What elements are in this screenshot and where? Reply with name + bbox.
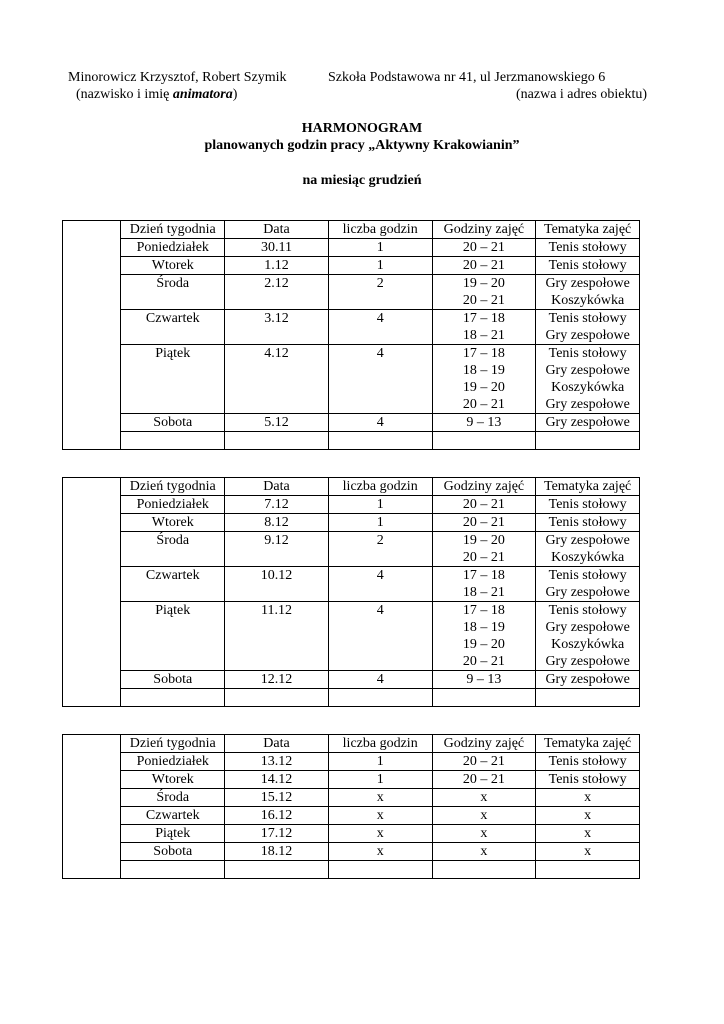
- table-row: [63, 789, 640, 807]
- time-range: 17 – 18: [462, 568, 505, 583]
- times-cell: [432, 414, 536, 432]
- column-header: Godziny zajęć: [432, 735, 536, 753]
- date-cell: 16.12: [225, 807, 329, 825]
- date-cell: 11.12: [225, 602, 329, 671]
- day-cell: Środa: [121, 789, 225, 807]
- topic: Gry zespołowe: [545, 672, 630, 687]
- animator-caption-post: ): [232, 87, 238, 102]
- column-header: Dzień tygodnia: [121, 478, 225, 496]
- empty-cell: [328, 861, 432, 879]
- table-row: [63, 771, 640, 789]
- day-cell: Czwartek: [121, 567, 225, 602]
- day-cell: Czwartek: [121, 310, 225, 345]
- topic: Tenis stołowy: [548, 240, 627, 255]
- topics-cell: [536, 532, 640, 567]
- topic: Gry zespołowe: [545, 585, 630, 600]
- empty-cell: [121, 861, 225, 879]
- day-cell: Piątek: [121, 602, 225, 671]
- hours-cell: x: [328, 807, 432, 825]
- table-row: [63, 257, 640, 275]
- date-cell: 14.12: [225, 771, 329, 789]
- topics-cell: [536, 789, 640, 807]
- hours-cell: 1: [328, 257, 432, 275]
- table-row: [63, 843, 640, 861]
- topics-cell: [536, 753, 640, 771]
- object-caption: (nazwa i adres obiektu): [516, 87, 647, 102]
- column-header: Data: [225, 735, 329, 753]
- date-cell: 13.12: [225, 753, 329, 771]
- schedule-table: [62, 220, 640, 450]
- table-header-row: [63, 735, 640, 753]
- date-cell: 9.12: [225, 532, 329, 567]
- day-cell: Sobota: [121, 843, 225, 861]
- hours-cell: 4: [328, 345, 432, 414]
- day-cell: Wtorek: [121, 771, 225, 789]
- date-cell: 18.12: [225, 843, 329, 861]
- time-range: 18 – 19: [462, 620, 505, 635]
- time-range: 19 – 20: [462, 533, 505, 548]
- empty-cell: [121, 432, 225, 450]
- time-range: 20 – 21: [462, 754, 505, 769]
- column-header: Dzień tygodnia: [121, 221, 225, 239]
- empty-cell: [225, 861, 329, 879]
- times-cell: [432, 825, 536, 843]
- time-range: 18 – 19: [462, 363, 505, 378]
- time-range: 20 – 21: [462, 654, 505, 669]
- time-range: x: [480, 808, 488, 823]
- topics-cell: [536, 671, 640, 689]
- topic: x: [584, 826, 592, 841]
- empty-cell: [432, 689, 536, 707]
- schedule-table: [62, 734, 640, 879]
- topic: x: [584, 808, 592, 823]
- date-cell: 8.12: [225, 514, 329, 532]
- day-cell: Poniedziałek: [121, 496, 225, 514]
- table-row: [63, 532, 640, 567]
- topics-cell: [536, 239, 640, 257]
- day-cell: Sobota: [121, 414, 225, 432]
- empty-cell: [432, 432, 536, 450]
- day-cell: Poniedziałek: [121, 239, 225, 257]
- table-header-row: [63, 478, 640, 496]
- topic: Tenis stołowy: [548, 346, 627, 361]
- hours-cell: 4: [328, 567, 432, 602]
- times-cell: [432, 514, 536, 532]
- topics-cell: [536, 310, 640, 345]
- topic: Tenis stołowy: [548, 603, 627, 618]
- topic: Tenis stołowy: [548, 497, 627, 512]
- time-range: 19 – 20: [462, 637, 505, 652]
- empty-cell: [536, 432, 640, 450]
- topic: Gry zespołowe: [545, 415, 630, 430]
- topic: Koszykówka: [551, 380, 625, 395]
- times-cell: [432, 567, 536, 602]
- time-range: 19 – 20: [462, 276, 505, 291]
- topic: Gry zespołowe: [545, 654, 630, 669]
- date-cell: 15.12: [225, 789, 329, 807]
- table-row: [63, 496, 640, 514]
- column-header: Tematyka zajęć: [536, 735, 640, 753]
- day-cell: Środa: [121, 275, 225, 310]
- hours-cell: 1: [328, 239, 432, 257]
- time-range: x: [480, 790, 488, 805]
- day-cell: Poniedziałek: [121, 753, 225, 771]
- day-cell: Piątek: [121, 345, 225, 414]
- column-header: liczba godzin: [328, 478, 432, 496]
- topic: x: [584, 790, 592, 805]
- column-header: Godziny zajęć: [432, 478, 536, 496]
- hours-cell: 4: [328, 671, 432, 689]
- blank-column: [63, 221, 121, 450]
- topics-cell: [536, 496, 640, 514]
- table-row: [63, 671, 640, 689]
- day-cell: Piątek: [121, 825, 225, 843]
- table-row: [63, 310, 640, 345]
- times-cell: [432, 789, 536, 807]
- hours-cell: 4: [328, 414, 432, 432]
- date-cell: 1.12: [225, 257, 329, 275]
- empty-row: [63, 861, 640, 879]
- table-row: [63, 567, 640, 602]
- day-cell: Środa: [121, 532, 225, 567]
- day-cell: Wtorek: [121, 257, 225, 275]
- times-cell: [432, 239, 536, 257]
- animator-caption: [76, 87, 237, 103]
- column-header: Tematyka zajęć: [536, 221, 640, 239]
- table-row: [63, 753, 640, 771]
- empty-cell: [536, 689, 640, 707]
- table-header-row: [63, 221, 640, 239]
- time-range: 9 – 13: [466, 415, 502, 430]
- topic: Gry zespołowe: [545, 533, 630, 548]
- topic: Tenis stołowy: [548, 754, 627, 769]
- topic: Koszykówka: [551, 293, 625, 308]
- topic: Tenis stołowy: [548, 515, 627, 530]
- time-range: 20 – 21: [462, 515, 505, 530]
- topic: Tenis stołowy: [548, 311, 627, 326]
- hours-cell: x: [328, 843, 432, 861]
- times-cell: [432, 753, 536, 771]
- times-cell: [432, 496, 536, 514]
- empty-row: [63, 432, 640, 450]
- table-row: [63, 825, 640, 843]
- topic: Tenis stołowy: [548, 772, 627, 787]
- topic: x: [584, 844, 592, 859]
- time-range: 20 – 21: [462, 772, 505, 787]
- day-cell: Sobota: [121, 671, 225, 689]
- column-header: Tematyka zajęć: [536, 478, 640, 496]
- date-cell: 17.12: [225, 825, 329, 843]
- topic: Tenis stołowy: [548, 258, 627, 273]
- hours-cell: 4: [328, 602, 432, 671]
- times-cell: [432, 671, 536, 689]
- day-cell: Wtorek: [121, 514, 225, 532]
- time-range: x: [480, 844, 488, 859]
- time-range: 18 – 21: [462, 328, 505, 343]
- date-cell: 12.12: [225, 671, 329, 689]
- column-header: liczba godzin: [328, 221, 432, 239]
- topics-cell: [536, 825, 640, 843]
- times-cell: [432, 345, 536, 414]
- page-title: HARMONOGRAM: [301, 121, 423, 136]
- table-row: [63, 602, 640, 671]
- time-range: 20 – 21: [462, 258, 505, 273]
- topic: Koszykówka: [551, 637, 625, 652]
- empty-cell: [432, 861, 536, 879]
- table-row: [63, 414, 640, 432]
- topics-cell: [536, 771, 640, 789]
- schedule-table: [62, 477, 640, 707]
- times-cell: [432, 807, 536, 825]
- topic: Gry zespołowe: [545, 328, 630, 343]
- date-cell: 3.12: [225, 310, 329, 345]
- topics-cell: [536, 843, 640, 861]
- times-cell: [432, 257, 536, 275]
- table-row: [63, 807, 640, 825]
- topics-cell: [536, 602, 640, 671]
- empty-cell: [225, 432, 329, 450]
- date-cell: 4.12: [225, 345, 329, 414]
- empty-row: [63, 689, 640, 707]
- times-cell: [432, 532, 536, 567]
- topics-cell: [536, 807, 640, 825]
- empty-cell: [225, 689, 329, 707]
- topics-cell: [536, 514, 640, 532]
- column-header: Data: [225, 221, 329, 239]
- time-range: 17 – 18: [462, 346, 505, 361]
- column-header: Dzień tygodnia: [121, 735, 225, 753]
- empty-cell: [328, 432, 432, 450]
- day-cell: Czwartek: [121, 807, 225, 825]
- times-cell: [432, 843, 536, 861]
- time-range: x: [480, 826, 488, 841]
- blank-column: [63, 478, 121, 707]
- hours-cell: 2: [328, 275, 432, 310]
- topic: Gry zespołowe: [545, 276, 630, 291]
- school-address: Szkoła Podstawowa nr 41, ul Jerzmanowskiego 6: [328, 70, 606, 85]
- topics-cell: [536, 275, 640, 310]
- topics-cell: [536, 414, 640, 432]
- topics-cell: [536, 257, 640, 275]
- hours-cell: 2: [328, 532, 432, 567]
- column-header: liczba godzin: [328, 735, 432, 753]
- empty-cell: [328, 689, 432, 707]
- time-range: 19 – 20: [462, 380, 505, 395]
- time-range: 17 – 18: [462, 311, 505, 326]
- page-subtitle: planowanych godzin pracy „Aktywny Krakowianin”: [204, 138, 520, 153]
- animator-caption-em: animatora: [172, 87, 233, 102]
- times-cell: [432, 275, 536, 310]
- time-range: 18 – 21: [462, 585, 505, 600]
- table-row: [63, 345, 640, 414]
- times-cell: [432, 310, 536, 345]
- time-range: 17 – 18: [462, 603, 505, 618]
- topic: Gry zespołowe: [545, 397, 630, 412]
- time-range: 20 – 21: [462, 240, 505, 255]
- topics-cell: [536, 345, 640, 414]
- date-cell: 10.12: [225, 567, 329, 602]
- topic: Koszykówka: [551, 550, 625, 565]
- hours-cell: 1: [328, 514, 432, 532]
- animator-caption-pre: (nazwisko i imię: [76, 87, 173, 102]
- time-range: 20 – 21: [462, 497, 505, 512]
- time-range: 20 – 21: [462, 293, 505, 308]
- column-header: Godziny zajęć: [432, 221, 536, 239]
- times-cell: [432, 771, 536, 789]
- empty-cell: [121, 689, 225, 707]
- hours-cell: x: [328, 825, 432, 843]
- date-cell: 7.12: [225, 496, 329, 514]
- hours-cell: 1: [328, 771, 432, 789]
- time-range: 20 – 21: [462, 550, 505, 565]
- animator-name: Minorowicz Krzysztof, Robert Szymik: [68, 70, 287, 85]
- hours-cell: x: [328, 789, 432, 807]
- hours-cell: 1: [328, 753, 432, 771]
- hours-cell: 1: [328, 496, 432, 514]
- time-range: 20 – 21: [462, 397, 505, 412]
- table-row: [63, 514, 640, 532]
- column-header: Data: [225, 478, 329, 496]
- times-cell: [432, 602, 536, 671]
- date-cell: 30.11: [225, 239, 329, 257]
- blank-column: [63, 735, 121, 879]
- table-row: [63, 275, 640, 310]
- date-cell: 2.12: [225, 275, 329, 310]
- topic: Gry zespołowe: [545, 620, 630, 635]
- topic: Gry zespołowe: [545, 363, 630, 378]
- date-cell: 5.12: [225, 414, 329, 432]
- time-range: 9 – 13: [466, 672, 502, 687]
- hours-cell: 4: [328, 310, 432, 345]
- topic: Tenis stołowy: [548, 568, 627, 583]
- empty-cell: [536, 861, 640, 879]
- topics-cell: [536, 567, 640, 602]
- month-title: na miesiąc grudzień: [302, 173, 422, 188]
- table-row: [63, 239, 640, 257]
